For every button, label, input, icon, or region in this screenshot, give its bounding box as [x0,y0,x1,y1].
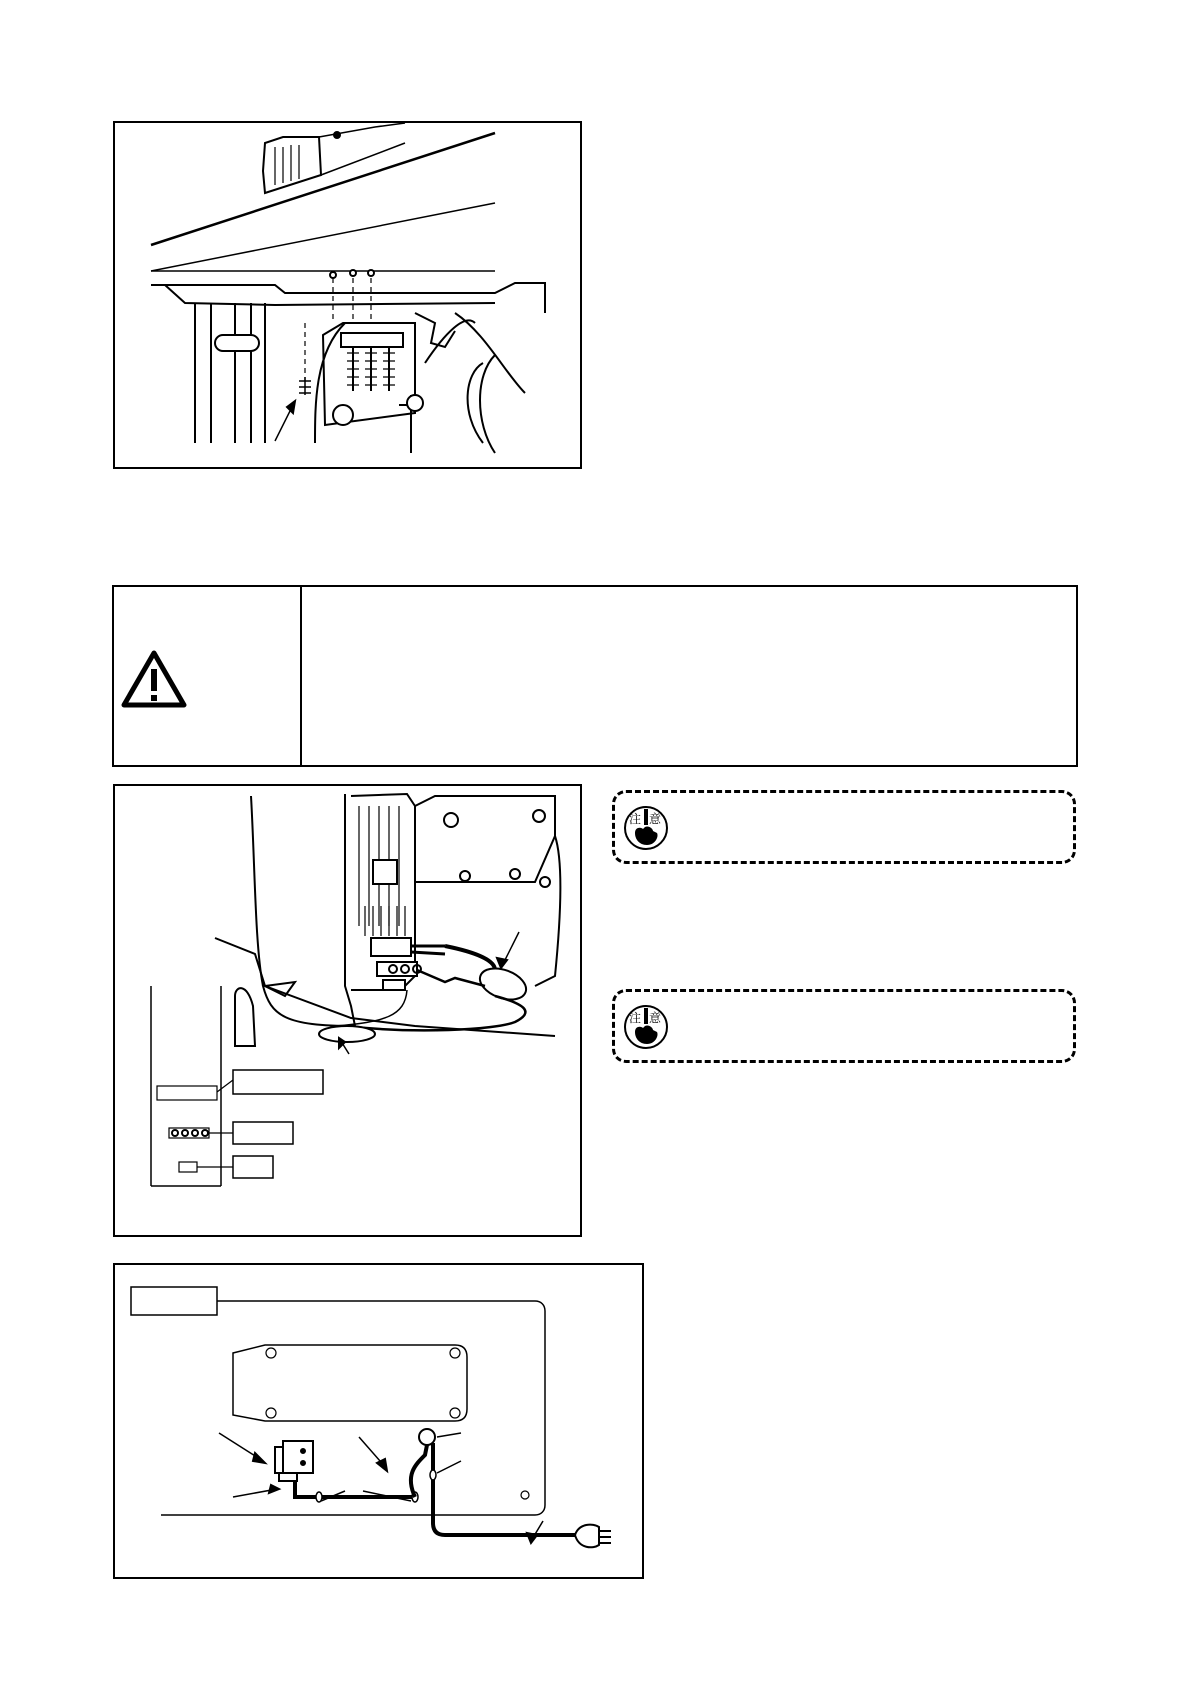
caution-hand-icon [623,805,669,856]
caution-char-1: 注 [629,1011,642,1025]
caution-box-1 [612,790,1076,864]
figure-cable-routing [113,1263,644,1579]
switch-mounting-illustration [115,123,582,469]
caution-hand-icon [623,1004,669,1055]
figure-switch-mounting [113,121,582,469]
caution-char-2: 意 [649,812,662,826]
caution-char-1: 注 [629,812,642,826]
cable-routing-illustration [115,1265,644,1579]
warning-triangle-icon [120,649,188,714]
warning-divider [300,587,302,765]
figure-cable-connection [113,784,582,1237]
warning-body [314,599,1064,753]
caution-char-2: 意 [649,1011,662,1025]
warning-box [112,585,1078,767]
cable-connection-illustration [115,786,582,1237]
caution-box-2 [612,989,1076,1063]
